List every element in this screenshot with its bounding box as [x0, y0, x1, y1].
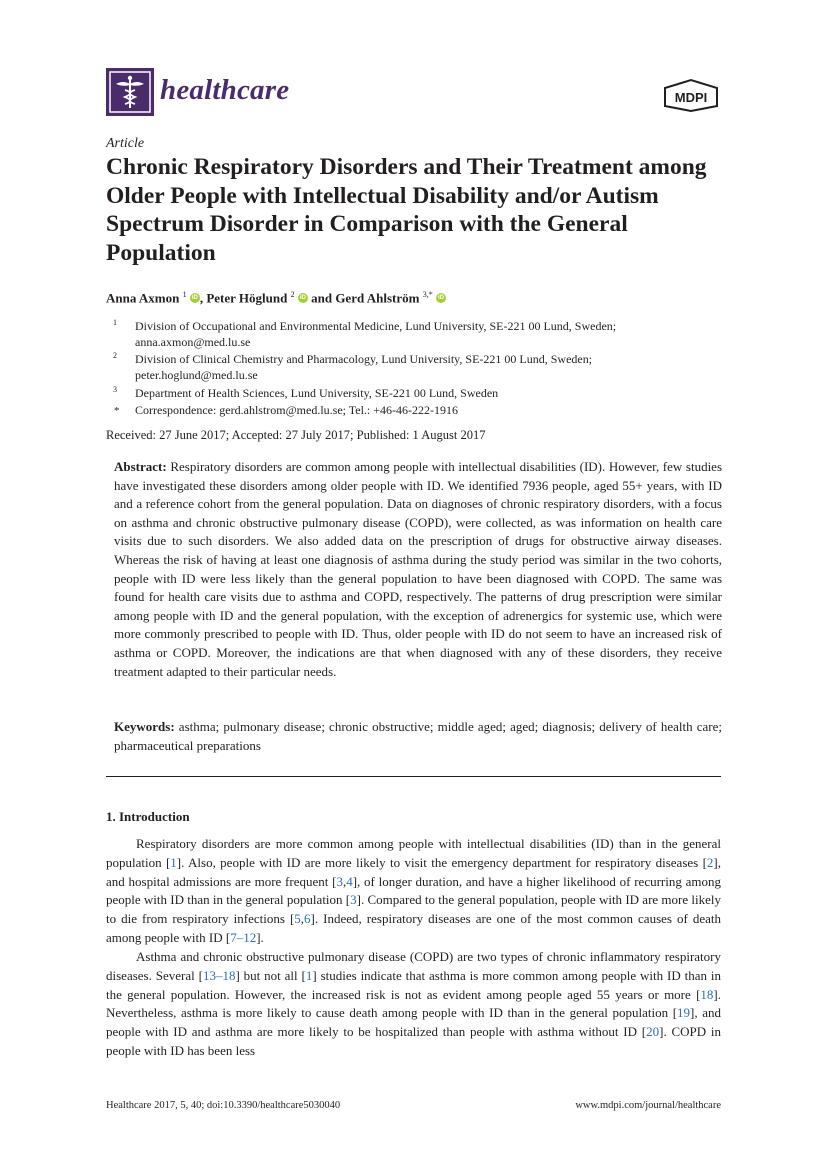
- citation-link[interactable]: 7–12: [230, 929, 257, 945]
- affiliation-number: 3: [113, 385, 117, 394]
- paragraph-text: ].: [256, 929, 264, 945]
- journal-logo: [106, 68, 154, 116]
- affiliation-address: Division of Occupational and Environmental Medicine, Lund University, SE-221 00 Lund, Sweden;: [135, 319, 617, 333]
- keywords-label: Keywords:: [114, 719, 175, 734]
- author-affiliation-ref: 1: [182, 290, 187, 299]
- affiliation-email[interactable]: anna.axmon@med.lu.se: [135, 335, 251, 349]
- keywords-text: asthma; pulmonary disease; chronic obstructive; middle aged; aged; diagnosis; delivery of health care; pharmaceutical preparations: [114, 719, 723, 753]
- caduceus-icon: [106, 68, 154, 116]
- article-type: Article: [106, 136, 145, 151]
- paragraph-text: ] but not all [: [235, 967, 306, 983]
- publication-dates: Received: 27 June 2017; Accepted: 27 July 2017; Published: 1 August 2017: [106, 428, 486, 442]
- abstract-text: Respiratory disorders are common among people with intellectual disabilities (ID). However, few studies have investigated these disorders among older people with ID. We identified 7936 people, aged 55+ years, with ID and a reference cohort from the general population. Data on diagnoses of chronic respiratory disorders, with a focus on asthma and chronic obstructive pulmonary disease (COPD), were collected, as was information on health care visits due to such disorders. We also added data on the prescription of drugs for obstructive airway diseases. Whereas the risk of having at least one diagnosis of asthma during the study period was similar in the two cohorts, people with ID were less likely than the general population to have been diagnosed with COPD. The same was found for health care visits due to asthma and COPD, respectively. The patterns of drug prescription were similar among people with ID and the general population, with the exception of adrenergics for systemic use, which were more commonly prescribed to people with ID. Thus, older people with ID do not seem to have an increased risk of asthma or COPD. Moreover, the indications are that when diagnosed with any of these disorders, they receive treatment adapted to their particular needs.: [114, 459, 723, 679]
- citation-link[interactable]: 20: [646, 1024, 660, 1040]
- author-name: Gerd Ahlström: [335, 290, 420, 306]
- publisher-name: MDPI: [674, 90, 708, 105]
- paragraph-text: ,: [342, 873, 347, 889]
- affiliation-number: 1: [113, 318, 117, 327]
- orcid-icon[interactable]: iD: [299, 295, 306, 302]
- footer-citation: Healthcare 2017, 5, 40; doi:10.3390/healthcare5030040: [106, 1100, 341, 1111]
- article-title: Chronic Respiratory Disorders and Their Treatment among Older People with Intellectual Disability and/or Autism Spectrum Disorder in Comparison with the General Population: [106, 154, 707, 266]
- paragraph-text: Asthma and chronic obstructive pulmonary disease (COPD) are two types of chronic inflammatory respiratory diseases. Several [: [106, 949, 721, 983]
- affiliation-text: [135, 351, 725, 383]
- paragraph-text: ] studies indicate that asthma is more common among people with ID than in the general population. However, the increased risk is not as evident among people aged 55 years or more [: [106, 967, 721, 1002]
- affiliation-address: Division of Clinical Chemistry and Pharmacology, Lund University, SE-221 00 Lund, Sweden;: [135, 352, 593, 366]
- paragraph-text: ], and hospital admissions are more frequent [: [106, 854, 721, 889]
- author-separator: ,: [199, 290, 204, 306]
- citation-link[interactable]: 3: [336, 873, 343, 889]
- intro-paragraph-2: [106, 948, 721, 1061]
- citation-link[interactable]: 1: [170, 854, 177, 870]
- paragraph-text: Respiratory disorders are more common among people with intellectual disabilities (ID) than in the general population [: [106, 836, 721, 870]
- citation-link[interactable]: 19: [677, 1005, 691, 1021]
- affiliation-number: 2: [113, 351, 117, 360]
- citation-link[interactable]: 13–18: [202, 967, 236, 983]
- abstract: [114, 458, 722, 681]
- orcid-icon[interactable]: iD: [191, 295, 198, 302]
- author-list: [106, 290, 446, 306]
- citation-link[interactable]: 2: [706, 854, 714, 870]
- affiliation-address: Department of Health Sciences, Lund University, SE-221 00 Lund, Sweden: [135, 386, 499, 400]
- correspondence-text: Correspondence: gerd.ahlstrom@med.lu.se; Tel.: +46-46-222-1916: [135, 403, 459, 417]
- paragraph-text: ], and people with ID and asthma are more likely to be hospitalized than people with asthma without ID [: [106, 1005, 721, 1040]
- paragraph-text: ,: [300, 911, 305, 927]
- journal-name: healthcare: [160, 74, 290, 106]
- author-name: Anna Axmon: [106, 290, 180, 306]
- author-name: Peter Höglund: [206, 290, 288, 306]
- affiliation-text: [135, 385, 725, 401]
- correspondence-mark: *: [114, 405, 120, 417]
- intro-paragraph-1: [106, 835, 721, 948]
- paragraph-text: ]. Compared to the general population, people with ID are more likely to die from respiratory infections [: [106, 892, 722, 927]
- orcid-icon[interactable]: iD: [437, 295, 444, 302]
- citation-link[interactable]: 3: [350, 892, 357, 908]
- paragraph-text: ]. Nevertheless, asthma is more likely to cause death among people with ID than in the general population [: [106, 986, 721, 1021]
- footer-url[interactable]: www.mdpi.com/journal/healthcare: [575, 1100, 721, 1111]
- citation-link[interactable]: 1: [305, 967, 313, 983]
- citation-link[interactable]: 18: [700, 986, 714, 1002]
- paragraph-text: ]. Indeed, respiratory diseases are one of the most common causes of death among people with ID [: [106, 911, 721, 945]
- paragraph-text: ]. Also, people with ID are more likely to visit the emergency department for respiratory diseases [: [176, 854, 707, 870]
- affiliation-text: [135, 318, 725, 350]
- mdpi-logo: [661, 78, 721, 112]
- affiliation-email[interactable]: peter.hoglund@med.lu.se: [135, 368, 258, 382]
- paragraph-text: ], of longer duration, and have a higher likelihood of recurring among people with ID than in the general population [: [106, 873, 721, 908]
- citation-link[interactable]: 6: [304, 911, 311, 927]
- section-divider: [106, 776, 721, 777]
- author-separator: and: [311, 290, 333, 306]
- keywords: [114, 718, 722, 755]
- citation-link[interactable]: 5: [294, 911, 301, 927]
- section-title: 1. Introduction: [106, 809, 190, 824]
- citation-link[interactable]: 4: [346, 873, 353, 889]
- abstract-label: Abstract:: [114, 459, 167, 474]
- author-affiliation-ref: 2: [290, 290, 295, 299]
- author-affiliation-ref: 3,*: [422, 290, 433, 299]
- paragraph-text: ]. COPD in people with ID has been less: [106, 1024, 721, 1058]
